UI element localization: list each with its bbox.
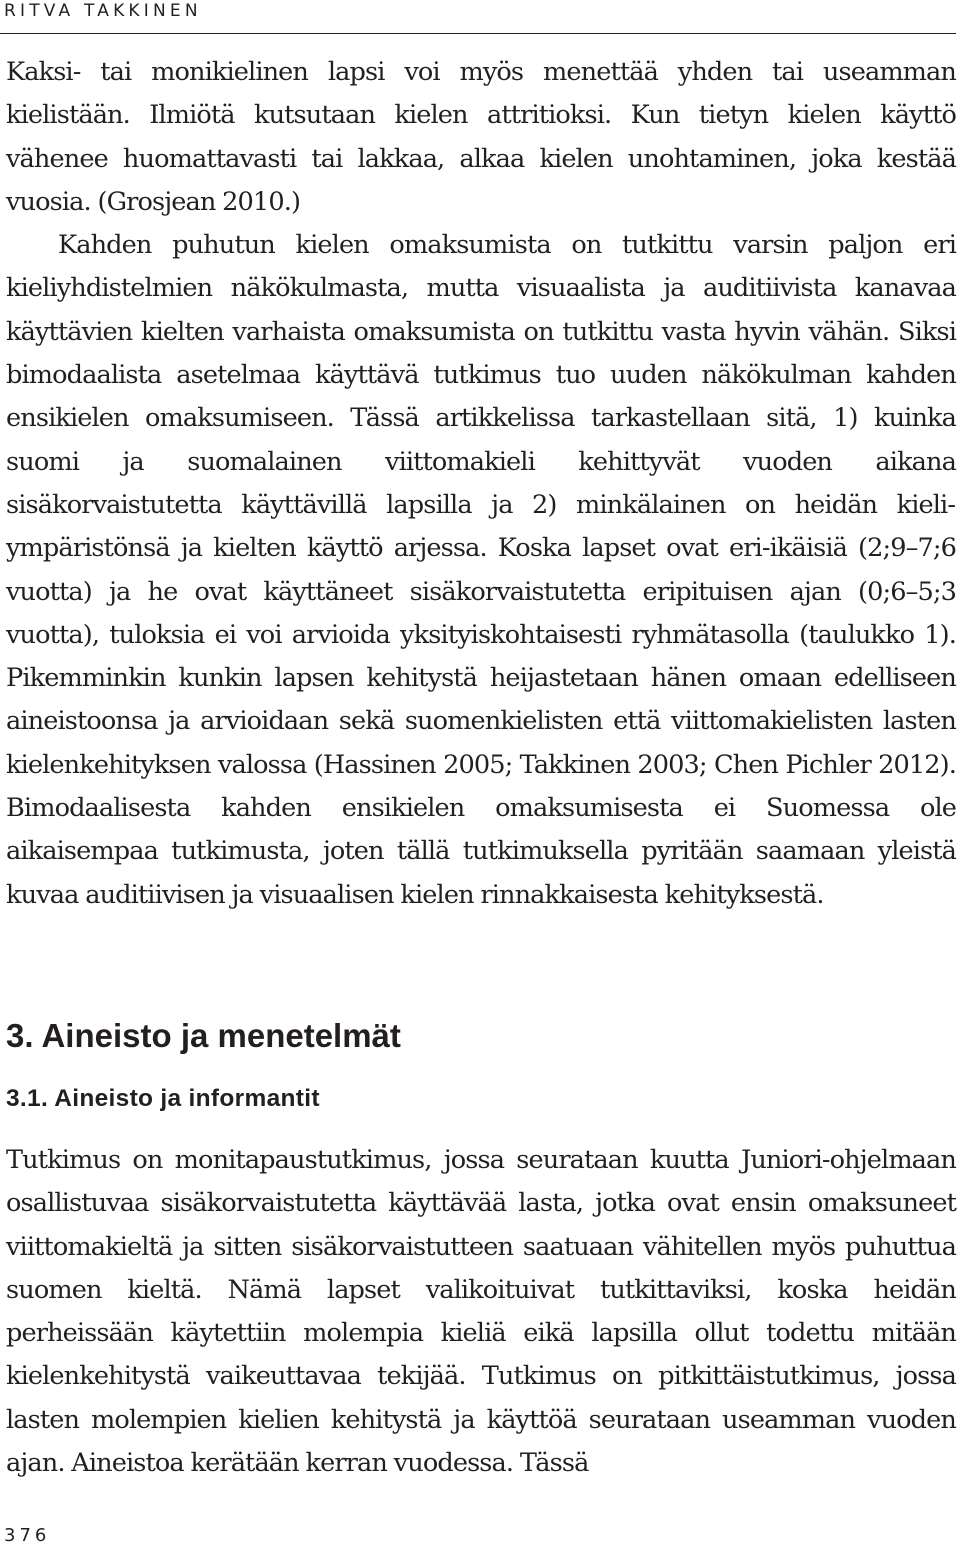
paragraph-bimodal: Kahden puhutun kielen omaksumista on tutkittu varsin paljon eri kieliyhdistelmien näkökulmasta, mutta visuaalista ja auditiivista kanavaa käyttävien kielten varhaista omaksumista on tutkittu vasta hyvin vähän. Siksi bimodaalista asetelmaa käyttävä tutkimus tuo uuden näkökulman kahden ensikielen omaksumiseen. Tässä artikkelissa tarkastellaan sitä, 1) kuinka suomi ja suomalainen viittomakieli kehittyvät vuoden aikana sisäkorvaistutetta käyttävillä lapsilla ja 2) minkälainen on heidän kieliympäristönsä ja kielten käyttö arjessa. Koska lapset ovat eri-ikäisiä (2;9–7;6 vuotta) ja he ovat käyttäneet sisäkorvaistutetta eripituisen ajan (0;6–5;3 vuotta), tuloksia ei voi arvioida yksityiskohtaisesti ryhmätasolla (taulukko 1). Pikemminkin kunkin lapsen kehitystä heijastetaan hänen omaan edelliseen aineistoonsa ja arvioidaan sekä suomenkielisten että viittomakielisten lasten kielenkehityksen valossa (Hassinen 2005; Takkinen 2003; Chen Pichler 2012). Bimodaalisesta kahden ensikielen omaksumisesta ei Suomessa ole aikaisempaa tutkimusta, joten tällä tutkimuksella pyritään saamaan yleistä kuvaa auditiivisen ja visuaalisen kielen rinnakkaisesta kehityksestä.: [6, 230, 956, 910]
section-text-block: [6, 1139, 956, 1485]
paragraph-case-study: Tutkimus on monitapaustutkimus, jossa seurataan kuutta Juniori-ohjelmaan osallistuvaa sisäkorvaistutetta käyttävää lasta, jotka ovat ensin omaksuneet viittomakieltä ja sitten sisäkorvaistutteen saatuaan vähitellen myös puhuttua suomen kieltä. Nämä lapset valikoituivat tutkittaviksi, koska heidän perheissään käytettiin molempia kieliä eikä lapsilla ollut todettu mitään kielenkehitystä vaikeuttavaa tekijää. Tutkimus on pitkittäistutkimus, jossa lasten molempien kielien kehitystä ja käyttöä seurataan useamman vuoden ajan. Aineistoa kerätään kerran vuodessa. Tässä: [6, 1145, 956, 1479]
paragraph-attrition: Kaksi- tai monikielinen lapsi voi myös menettää yhden tai useamman kielistään. Ilmiötä kutsutaan kielen attritioksi. Kun tietyn kielen käyttö vähenee huomattavasti tai lakkaa, alkaa kielen unohtaminen, joka kestää vuosia. (Grosjean 2010.): [6, 57, 956, 217]
page-number: 376: [4, 1525, 51, 1546]
running-head: RITVA TAKKINEN: [4, 1, 202, 21]
intro-text-block: [6, 51, 956, 917]
header-rule: [0, 33, 956, 34]
subsection-heading: 3.1. Aineisto ja informantit: [6, 1085, 320, 1112]
section-heading: 3. Aineisto ja menetelmät: [6, 1017, 401, 1054]
